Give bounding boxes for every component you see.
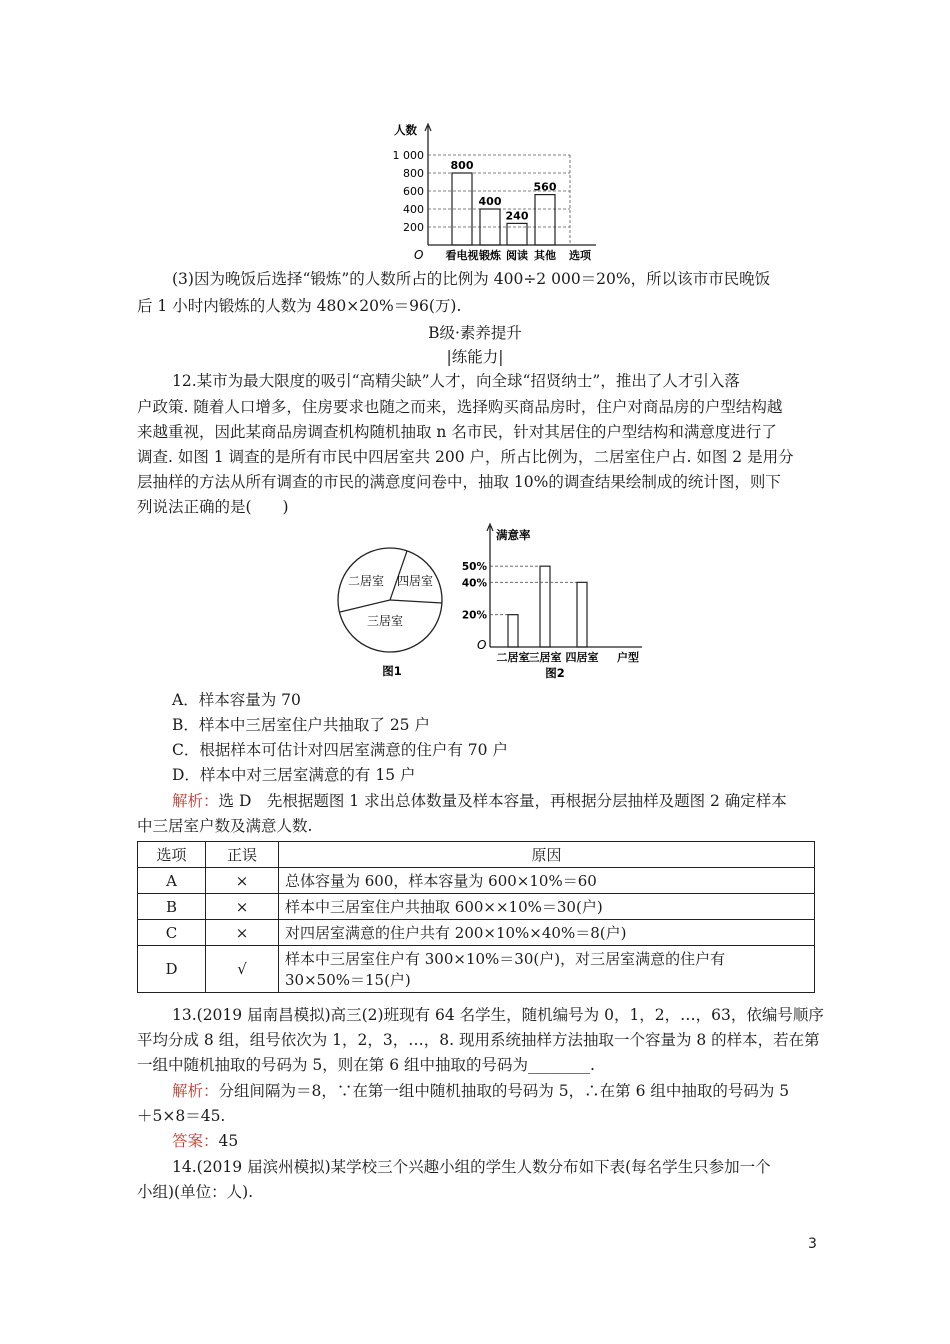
analysis-label: 解析： xyxy=(172,792,219,810)
x-axis-label: 选项 xyxy=(569,249,591,262)
q12-line-3: 来越重视，因此某商品房调查机构随机抽取 n 名市民，针对其居住的户型结构和满意度进行了 xyxy=(137,423,777,441)
y-tick-label: 200 xyxy=(403,221,424,234)
q12-line-4: 调查. 如图 1 调查的是所有市民中四居室共 200 户，所占比例为，二居室住户占. 如图 2 是用分 xyxy=(137,448,794,466)
y-axis-label: 满意率 xyxy=(496,528,531,542)
pie-chart-figure1 xyxy=(330,535,460,685)
data-label: 560 xyxy=(533,180,557,194)
q13-answer xyxy=(172,1130,238,1152)
analysis-text: 选 D 先根据题图 1 求出总体数量及样本容量，再根据分层抽样及题图 2 确定样本 xyxy=(218,792,787,810)
bar-chart-activities xyxy=(380,118,610,263)
section-title: B级·素养提升 xyxy=(428,324,522,342)
p3-line-1: (3)因为晚饭后选择“锻炼”的人数所占的比例为 400÷2 000＝20%，所以该市市民晚饭 xyxy=(172,270,771,288)
q14-line-2: 小组)(单位：人). xyxy=(137,1183,254,1201)
x-tick-label: 看电视 xyxy=(445,249,479,262)
data-label: 240 xyxy=(505,209,529,223)
bar xyxy=(577,582,587,647)
bar xyxy=(540,566,550,647)
table-cell: A xyxy=(138,868,206,894)
table-cell: 对四居室满意的住户共有 200×10%×40%＝8(户) xyxy=(279,920,815,946)
x-tick-label: 其他 xyxy=(534,249,556,262)
option-c: C．根据样本可估计对四居室满意的住户有 70 户 xyxy=(172,741,508,759)
table-header-cell: 选项 xyxy=(138,842,206,868)
y-tick-label: 20% xyxy=(461,609,487,622)
table-cell: B xyxy=(138,894,206,920)
table-cell: C xyxy=(138,920,206,946)
pie-slice-label: 三居室 xyxy=(366,614,404,628)
analysis-label: 解析： xyxy=(172,1082,219,1100)
x-tick-label: 四居室 xyxy=(565,651,599,664)
answer-value: 45 xyxy=(218,1132,239,1150)
p3-line-2: 后 1 小时内锻炼的人数为 480×20%＝96(万). xyxy=(137,297,462,315)
q13-analysis-line-2: ＋5×8＝45. xyxy=(137,1107,226,1125)
pie-slice-label: 四居室 xyxy=(396,574,434,588)
y-tick-label: 800 xyxy=(403,167,424,180)
q13-line-3: 一组中随机抽取的号码为 5，则在第 6 组中抽取的号码为________. xyxy=(137,1056,595,1074)
origin-label: O xyxy=(414,248,424,262)
table-cell: × xyxy=(206,920,279,946)
x-tick-label: 三居室 xyxy=(528,651,562,664)
option-b: B．样本中三居室住户共抽取了 25 户 xyxy=(172,716,430,734)
x-axis-label: 户型 xyxy=(617,651,639,664)
chart-1-group xyxy=(393,123,597,262)
page-number: 3 xyxy=(808,1236,817,1252)
answer-label: 答案： xyxy=(172,1132,219,1150)
option-d: D．样本中对三居室满意的有 15 户 xyxy=(172,766,416,784)
q13-line-2: 平均分成 8 组，组号依次为 1，2，3，…，8. 现用系统抽样方法抽取一个容量为 8 的样本，若在第 xyxy=(137,1031,820,1049)
analysis-line-2: 中三居室户数及满意人数. xyxy=(137,817,313,835)
x-tick-label: 二居室 xyxy=(496,651,530,664)
table-cell: √ xyxy=(206,946,279,993)
y-axis-label: 人数 xyxy=(394,123,417,137)
y-tick-label: 40% xyxy=(461,577,487,590)
subsection-title: |练能力| xyxy=(446,348,504,366)
q13-line-1: 13.(2019 届南昌模拟)高三(2)班现有 64 名学生，随机编号为 0，1，2，…，63，依编号顺序 xyxy=(172,1006,824,1024)
figure-caption: 图2 xyxy=(545,666,565,680)
origin-label: O xyxy=(477,638,487,652)
table-row xyxy=(138,920,815,946)
table-cell: D xyxy=(138,946,206,993)
pie-slice-label: 二居室 xyxy=(347,574,385,588)
table-row xyxy=(138,868,815,894)
data-label: 400 xyxy=(478,195,502,208)
analysis-line-1 xyxy=(172,790,787,812)
y-tick-label: 600 xyxy=(403,185,424,198)
y-tick-label: 1 000 xyxy=(392,149,424,162)
analysis-table xyxy=(137,841,815,993)
q13-analysis-text: 分组间隔为＝8，∵在第一组中随机抽取的号码为 5，∴在第 6 组中抽取的号码为 5 xyxy=(218,1082,790,1100)
pie-divider xyxy=(390,600,442,603)
table-header-row xyxy=(138,842,815,868)
bar xyxy=(508,615,518,647)
y-tick-label: 50% xyxy=(461,561,487,574)
table-cell: 样本中三居室住户共抽取 600××10%＝30(户) xyxy=(279,894,815,920)
chart-2-group xyxy=(338,548,442,678)
chart-3-group xyxy=(462,524,642,680)
x-tick-label: 阅读 xyxy=(506,249,528,262)
table-header-cell: 正误 xyxy=(206,842,279,868)
table-cell: × xyxy=(206,868,279,894)
x-tick-label: 锻炼 xyxy=(479,249,501,262)
table-row xyxy=(138,946,815,993)
q12-line-2: 户政策. 随着人口增多，住房要求也随之而来，选择购买商品房时，住户对商品房的户型结构越 xyxy=(137,398,783,416)
q12-line-5: 层抽样的方法从所有调查的市民的满意度问卷中，抽取 10%的调查结果绘制成的统计图，则下 xyxy=(137,473,781,491)
table-cell-line: 30×50%＝15(户) xyxy=(285,971,411,989)
q12-line-1: 12.某市为最大限度的吸引“高精尖缺”人才，向全球“招贤纳士”，推出了人才引入落 xyxy=(172,372,740,390)
table-cell xyxy=(279,946,815,993)
figure-caption: 图1 xyxy=(382,664,402,678)
data-label: 800 xyxy=(450,159,474,172)
table-cell: × xyxy=(206,894,279,920)
bar-chart-figure2 xyxy=(460,522,655,685)
q12-line-6: 列说法正确的是( ) xyxy=(137,498,289,516)
option-a: A．样本容量为 70 xyxy=(172,691,301,709)
table-header-cell: 原因 xyxy=(279,842,815,868)
table-cell-line: 样本中三居室住户有 300×10%＝30(户)，对三居室满意的住户有 xyxy=(285,950,726,968)
q14-line-1: 14.(2019 届滨州模拟)某学校三个兴趣小组的学生人数分布如下表(每名学生只参加一个 xyxy=(172,1158,771,1176)
table-cell: 总体容量为 600，样本容量为 600×10%＝60 xyxy=(279,868,815,894)
q13-analysis-line-1 xyxy=(172,1080,789,1102)
pie-divider xyxy=(340,600,390,612)
y-tick-label: 400 xyxy=(403,203,424,216)
bar xyxy=(535,195,555,245)
table-row xyxy=(138,894,815,920)
